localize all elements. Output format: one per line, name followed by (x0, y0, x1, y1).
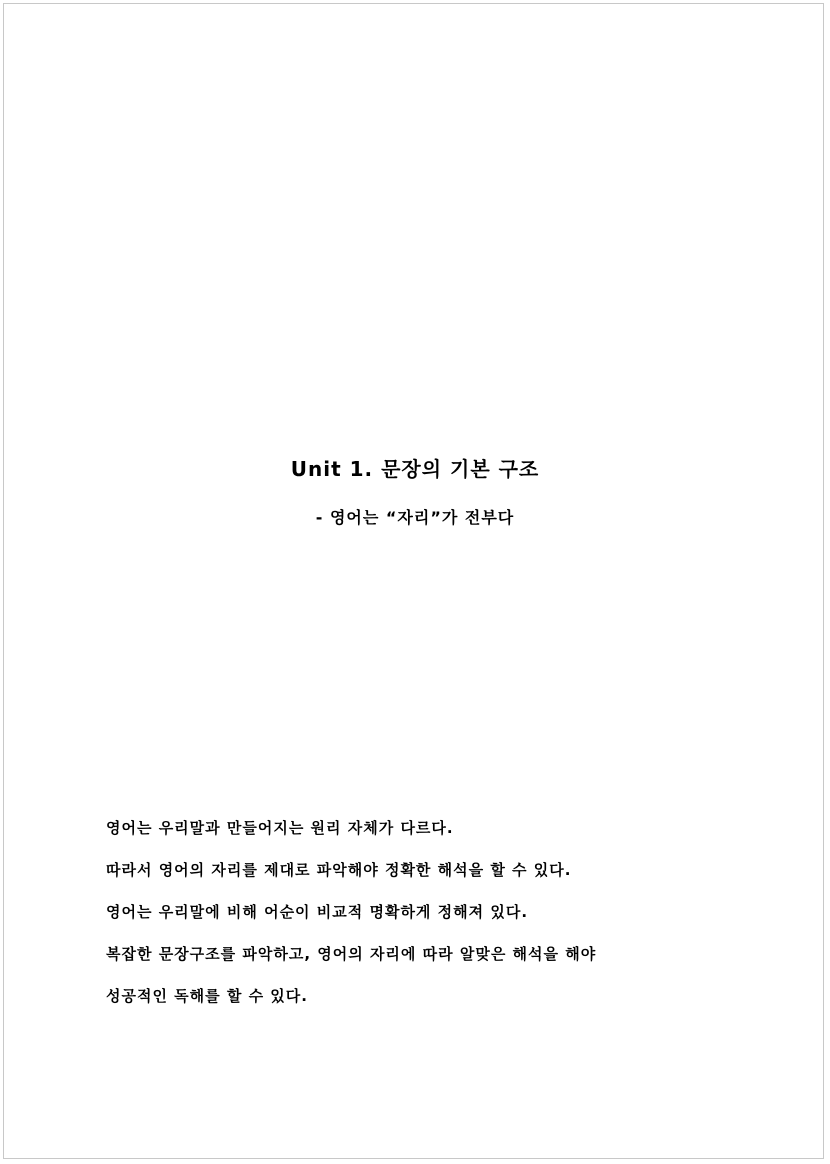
body-line: 따라서 영어의 자리를 제대로 파악해야 정확한 해석을 할 수 있다. (106, 861, 572, 879)
body-line: 성공적인 독해를 할 수 있다. (106, 987, 308, 1005)
body-line: 영어는 우리말과 만들어지는 원리 자체가 다르다. (106, 819, 454, 837)
page-subtitle: - 영어는 “자리”가 전부다 (315, 508, 515, 527)
body-line: 영어는 우리말에 비해 어순이 비교적 명확하게 정해져 있다. (106, 903, 529, 921)
body-paragraph (106, 807, 726, 1017)
page-title: Unit 1. 문장의 기본 구조 (290, 457, 540, 481)
body-line: 복잡한 문장구조를 파악하고, 영어의 자리에 따라 알맞은 해석을 해야 (106, 945, 597, 963)
